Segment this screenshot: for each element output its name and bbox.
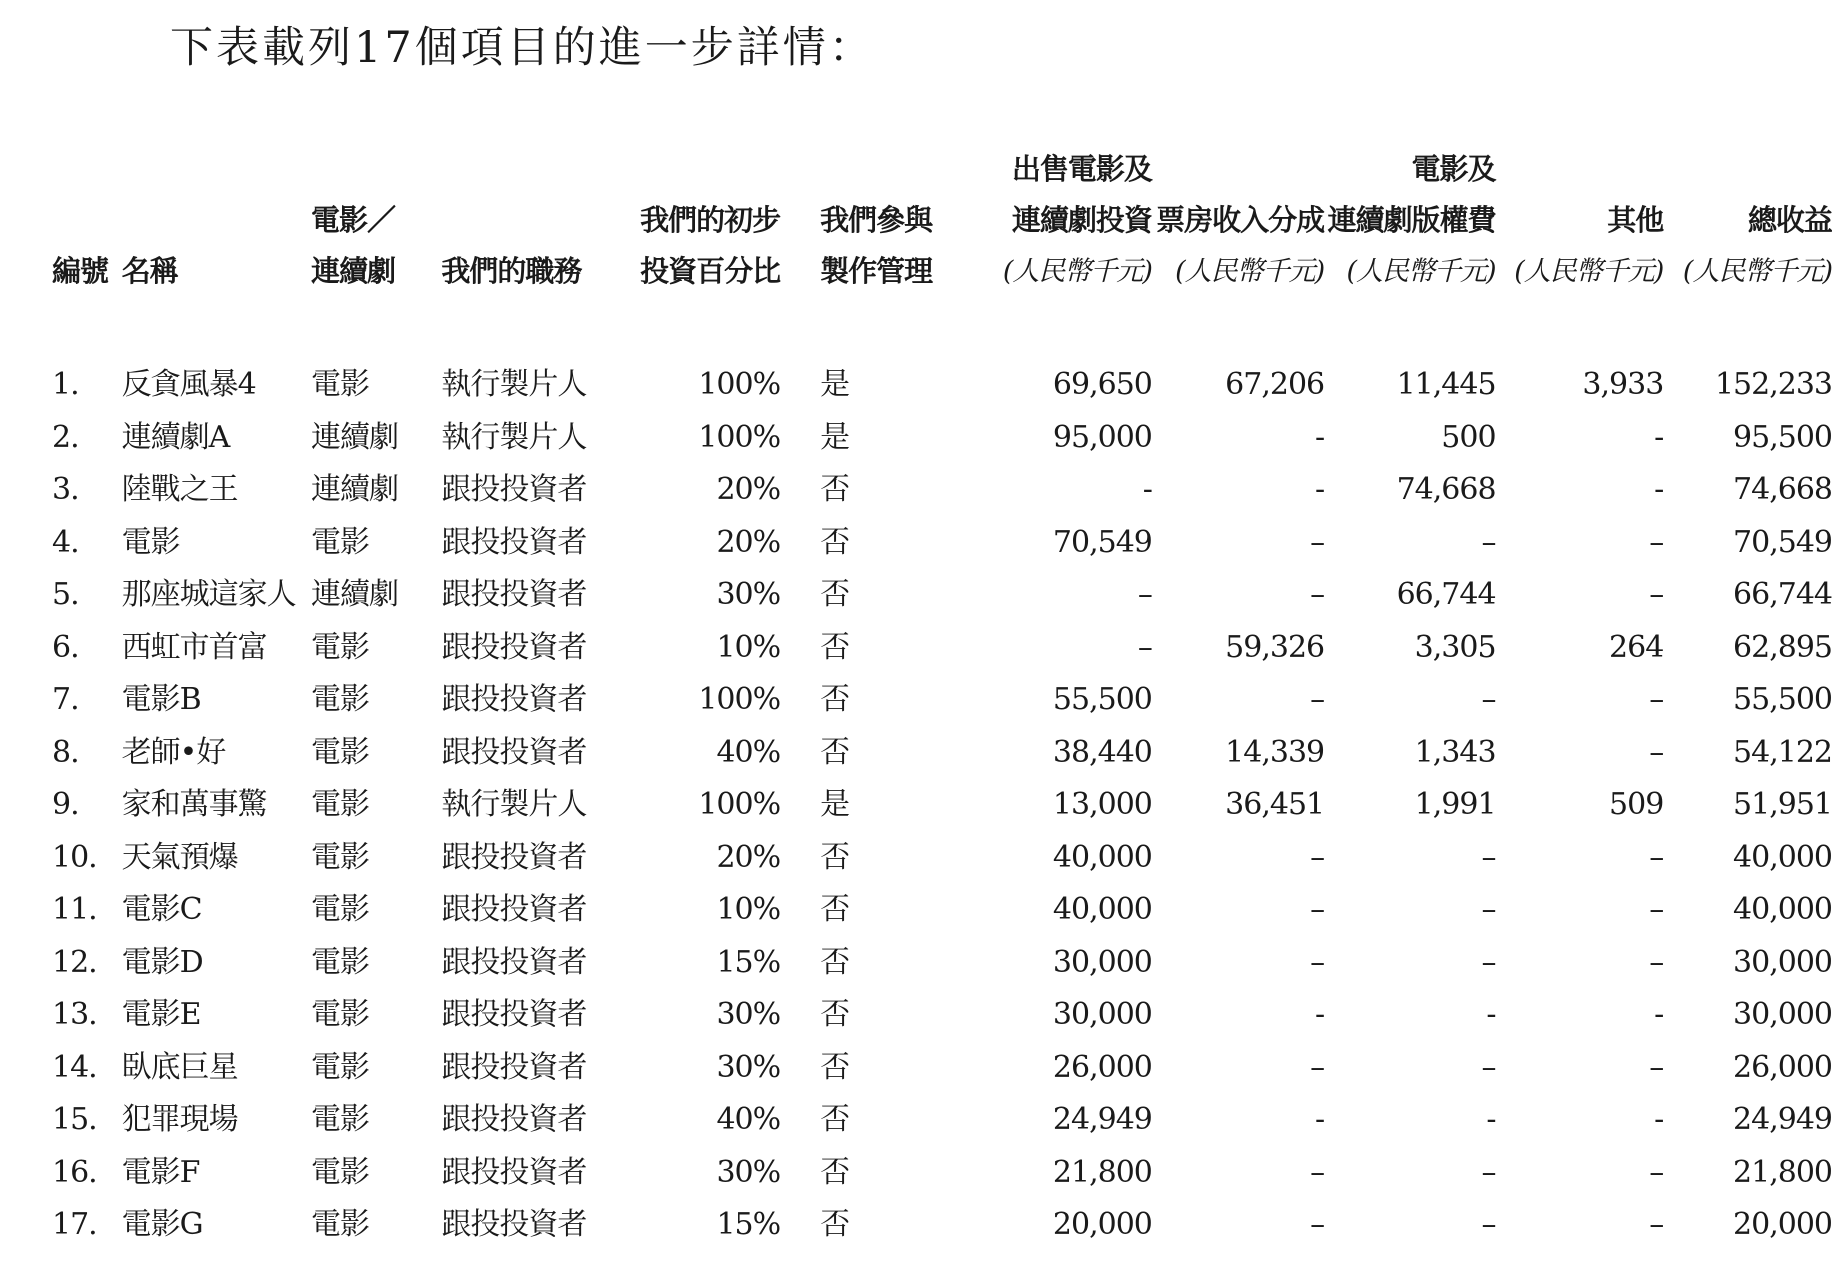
- cell-type: 電影: [310, 944, 369, 980]
- cell-role: 執行製片人: [441, 787, 587, 822]
- table-row: [52, 412, 1832, 465]
- cell-mgmt: 否: [820, 1049, 850, 1085]
- cell-sale: 69,650: [1052, 367, 1152, 402]
- cell-sale: -: [1142, 472, 1152, 507]
- header-other: 其他 (人民幣千元): [1496, 144, 1664, 297]
- cell-type: 電影: [310, 734, 369, 770]
- table-row: [52, 937, 1832, 990]
- cell-no: 8.: [52, 734, 79, 770]
- cell-role: 跟投投資者: [441, 1207, 587, 1242]
- cell-no: 10.: [52, 839, 97, 875]
- cell-box-office: -: [1315, 472, 1325, 507]
- header-pct: 我們的初步 投資百分比: [640, 203, 781, 288]
- cell-box-office: –: [1310, 892, 1325, 927]
- cell-name: 臥底巨星: [121, 1049, 238, 1085]
- cell-other: –: [1649, 577, 1664, 612]
- cell-box-office: -: [1315, 997, 1325, 1032]
- table-row: [52, 832, 1832, 885]
- cell-type: 電影: [310, 629, 369, 665]
- table-header: [52, 144, 1832, 359]
- cell-other: -: [1654, 419, 1664, 455]
- cell-no: 13.: [52, 997, 97, 1032]
- cell-rights: –: [1481, 682, 1496, 717]
- cell-mgmt: 否: [820, 577, 850, 612]
- cell-other: –: [1649, 1154, 1664, 1190]
- cell-total: 40,000: [1733, 839, 1832, 875]
- cell-box-office: –: [1310, 1049, 1325, 1085]
- cell-other: –: [1649, 944, 1664, 980]
- cell-rights: 1,991: [1414, 787, 1496, 822]
- cell-other: -: [1654, 1102, 1664, 1137]
- cell-box-office: –: [1310, 524, 1325, 560]
- cell-no: 6.: [52, 629, 79, 665]
- cell-other: –: [1649, 524, 1664, 560]
- cell-other: –: [1649, 1207, 1664, 1242]
- cell-box-office: -: [1315, 419, 1325, 455]
- cell-role: 跟投投資者: [441, 682, 587, 717]
- cell-box-office: –: [1310, 944, 1325, 980]
- cell-no: 14.: [52, 1049, 97, 1085]
- cell-sale: 24,949: [1052, 1102, 1152, 1137]
- table-row: [52, 674, 1832, 727]
- cell-role: 跟投投資者: [441, 944, 587, 980]
- cell-box-office: 14,339: [1225, 734, 1325, 770]
- cell-name: 家和萬事驚: [121, 787, 267, 822]
- cell-mgmt: 否: [820, 839, 850, 875]
- cell-total: 152,233: [1714, 367, 1832, 402]
- cell-name: 電影G: [121, 1207, 203, 1242]
- cell-sale: 40,000: [1052, 839, 1152, 875]
- cell-role: 跟投投資者: [441, 472, 587, 507]
- cell-role: 跟投投資者: [441, 577, 587, 612]
- cell-rights: –: [1481, 1049, 1496, 1085]
- cell-mgmt: 是: [820, 367, 850, 402]
- cell-box-office: 36,451: [1225, 787, 1325, 822]
- cell-pct: 20%: [716, 524, 781, 560]
- cell-sale: –: [1137, 629, 1152, 665]
- cell-name: 連續劇A: [121, 419, 230, 455]
- cell-sale: 30,000: [1052, 997, 1152, 1032]
- header-box-unit: (人民幣千元): [1175, 256, 1325, 287]
- cell-rights: 1,343: [1414, 734, 1496, 770]
- cell-box-office: 67,206: [1225, 367, 1325, 402]
- cell-name: 西虹市首富: [121, 629, 267, 665]
- cell-box-office: 59,326: [1225, 629, 1325, 665]
- cell-box-office: –: [1310, 682, 1325, 717]
- cell-type: 電影: [310, 892, 369, 927]
- cell-sale: 20,000: [1052, 1207, 1152, 1242]
- cell-pct: 100%: [698, 367, 781, 402]
- cell-pct: 30%: [716, 997, 781, 1032]
- cell-no: 3.: [52, 472, 79, 507]
- cell-rights: –: [1481, 944, 1496, 980]
- table-row: [52, 1199, 1832, 1252]
- cell-no: 15.: [52, 1102, 97, 1137]
- cell-pct: 20%: [716, 839, 781, 875]
- header-other-unit: (人民幣千元): [1514, 256, 1664, 287]
- table-row: [52, 517, 1832, 570]
- header-role: 我們的職務: [441, 254, 582, 288]
- cell-other: –: [1649, 839, 1664, 875]
- cell-total: 55,500: [1733, 682, 1832, 717]
- cell-type: 電影: [310, 682, 369, 717]
- cell-name: 犯罪現場: [121, 1102, 238, 1137]
- table-row: [52, 464, 1832, 517]
- cell-no: 12.: [52, 944, 97, 980]
- cell-name: 老師•好: [121, 734, 226, 770]
- header-box-office: 票房收入分成 (人民幣千元): [1152, 144, 1324, 297]
- cell-type: 電影: [310, 839, 369, 875]
- cell-other: 3,933: [1582, 367, 1664, 402]
- cell-pct: 40%: [716, 734, 781, 770]
- cell-total: 74,668: [1733, 472, 1832, 507]
- cell-no: 7.: [52, 682, 79, 717]
- cell-name: 電影: [121, 524, 180, 560]
- cell-rights: 500: [1441, 419, 1496, 455]
- cell-sale: –: [1137, 577, 1152, 612]
- cell-total: 66,744: [1733, 577, 1832, 612]
- cell-rights: 11,445: [1396, 367, 1496, 402]
- cell-sale: 38,440: [1052, 734, 1152, 770]
- cell-mgmt: 否: [820, 682, 850, 717]
- cell-type: 電影: [310, 367, 369, 402]
- cell-role: 執行製片人: [441, 367, 587, 402]
- cell-mgmt: 否: [820, 997, 850, 1032]
- cell-mgmt: 否: [820, 1207, 850, 1242]
- cell-rights: -: [1486, 997, 1496, 1032]
- cell-type: 連續劇: [310, 419, 398, 455]
- cell-rights: –: [1481, 1207, 1496, 1242]
- cell-box-office: –: [1310, 839, 1325, 875]
- cell-other: –: [1649, 734, 1664, 770]
- cell-total: 30,000: [1733, 997, 1832, 1032]
- cell-mgmt: 否: [820, 892, 850, 927]
- table-row: [52, 727, 1832, 780]
- table-row: [52, 622, 1832, 675]
- header-type: 電影／ 連續劇: [310, 203, 395, 288]
- table-row: [52, 884, 1832, 937]
- cell-name: 反貪風暴4: [121, 367, 256, 402]
- table-row: [52, 1147, 1832, 1200]
- cell-total: 24,949: [1733, 1102, 1832, 1137]
- cell-name: 陸戰之王: [121, 472, 238, 507]
- cell-box-office: –: [1310, 1207, 1325, 1242]
- cell-other: –: [1649, 892, 1664, 927]
- cell-type: 電影: [310, 1102, 369, 1137]
- projects-table: [52, 144, 1832, 1252]
- table-row: [52, 359, 1832, 412]
- cell-sale: 13,000: [1052, 787, 1152, 822]
- cell-rights: -: [1486, 1102, 1496, 1137]
- cell-name: 電影E: [121, 997, 201, 1032]
- cell-type: 電影: [310, 1154, 369, 1190]
- cell-mgmt: 否: [820, 472, 850, 507]
- cell-total: 70,549: [1733, 524, 1832, 560]
- table-row: [52, 569, 1832, 622]
- table-body: [52, 359, 1832, 1252]
- header-sale-unit: (人民幣千元): [1002, 256, 1152, 287]
- cell-box-office: -: [1315, 1102, 1325, 1137]
- cell-pct: 30%: [716, 1154, 781, 1190]
- cell-total: 20,000: [1733, 1207, 1832, 1242]
- cell-pct: 40%: [716, 1102, 781, 1137]
- cell-role: 跟投投資者: [441, 1154, 587, 1190]
- header-rights: 電影及 連續劇版權費 (人民幣千元): [1324, 144, 1495, 297]
- cell-name: 電影D: [121, 944, 203, 980]
- cell-name: 電影B: [121, 682, 201, 717]
- header-name: 名稱: [121, 254, 178, 288]
- cell-no: 17.: [52, 1207, 97, 1242]
- cell-no: 4.: [52, 524, 79, 560]
- cell-type: 連續劇: [310, 472, 398, 507]
- header-total: 總收益 (人民幣千元): [1663, 144, 1832, 297]
- table-row: [52, 989, 1832, 1042]
- cell-total: 30,000: [1733, 944, 1832, 980]
- cell-sale: 95,000: [1052, 419, 1152, 455]
- cell-role: 跟投投資者: [441, 524, 587, 560]
- header-rights-unit: (人民幣千元): [1346, 256, 1496, 287]
- header-total-unit: (人民幣千元): [1682, 256, 1832, 287]
- cell-mgmt: 否: [820, 734, 850, 770]
- cell-other: –: [1649, 682, 1664, 717]
- cell-name: 電影C: [121, 892, 202, 927]
- cell-total: 40,000: [1733, 892, 1832, 927]
- cell-mgmt: 否: [820, 524, 850, 560]
- cell-pct: 15%: [716, 1207, 781, 1242]
- cell-other: -: [1654, 472, 1664, 507]
- cell-mgmt: 否: [820, 1102, 850, 1137]
- header-sale: 出售電影及 連續劇投資 (人民幣千元): [932, 144, 1152, 297]
- cell-role: 跟投投資者: [441, 892, 587, 927]
- cell-pct: 30%: [716, 577, 781, 612]
- cell-name: 電影F: [121, 1154, 200, 1190]
- cell-rights: 66,744: [1396, 577, 1496, 612]
- cell-type: 電影: [310, 1207, 369, 1242]
- cell-pct: 20%: [716, 472, 781, 507]
- header-no: 編號: [52, 254, 109, 288]
- cell-role: 跟投投資者: [441, 734, 587, 770]
- cell-sale: 40,000: [1052, 892, 1152, 927]
- cell-total: 26,000: [1733, 1049, 1832, 1085]
- cell-sale: 30,000: [1052, 944, 1152, 980]
- cell-no: 1.: [52, 367, 79, 402]
- cell-sale: 70,549: [1052, 524, 1152, 560]
- cell-rights: –: [1481, 892, 1496, 927]
- cell-sale: 26,000: [1052, 1049, 1152, 1085]
- cell-total: 51,951: [1733, 787, 1832, 822]
- cell-role: 執行製片人: [441, 419, 587, 455]
- cell-pct: 10%: [716, 892, 781, 927]
- cell-no: 5.: [52, 577, 79, 612]
- cell-mgmt: 是: [820, 787, 850, 822]
- table-row: [52, 1042, 1832, 1095]
- cell-role: 跟投投資者: [441, 839, 587, 875]
- cell-pct: 100%: [698, 682, 781, 717]
- cell-total: 21,800: [1733, 1154, 1832, 1190]
- table-row: [52, 779, 1832, 832]
- cell-pct: 100%: [698, 787, 781, 822]
- cell-no: 16.: [52, 1154, 97, 1190]
- cell-pct: 30%: [716, 1049, 781, 1085]
- cell-other: -: [1654, 997, 1664, 1032]
- cell-role: 跟投投資者: [441, 997, 587, 1032]
- cell-mgmt: 是: [820, 419, 850, 455]
- cell-mgmt: 否: [820, 944, 850, 980]
- cell-type: 電影: [310, 997, 369, 1032]
- cell-type: 電影: [310, 1049, 369, 1085]
- cell-mgmt: 否: [820, 1154, 850, 1190]
- cell-rights: –: [1481, 1154, 1496, 1190]
- cell-rights: 74,668: [1396, 472, 1496, 507]
- cell-box-office: –: [1310, 1154, 1325, 1190]
- cell-sale: 21,800: [1052, 1154, 1152, 1190]
- cell-mgmt: 否: [820, 629, 850, 665]
- cell-role: 跟投投資者: [441, 1049, 587, 1085]
- cell-other: 264: [1609, 629, 1664, 665]
- cell-name: 那座城這家人: [121, 577, 296, 612]
- intro-text: 下表載列17個項目的進一步詳情：: [170, 23, 875, 73]
- cell-other: 509: [1609, 787, 1664, 822]
- cell-rights: –: [1481, 839, 1496, 875]
- cell-total: 54,122: [1733, 734, 1832, 770]
- cell-type: 電影: [310, 787, 369, 822]
- cell-type: 連續劇: [310, 577, 398, 612]
- cell-no: 11.: [52, 892, 97, 927]
- cell-type: 電影: [310, 524, 369, 560]
- cell-rights: 3,305: [1414, 629, 1496, 665]
- cell-pct: 10%: [716, 629, 781, 665]
- cell-total: 95,500: [1733, 419, 1832, 455]
- table-row: [52, 1094, 1832, 1147]
- cell-rights: –: [1481, 524, 1496, 560]
- cell-box-office: –: [1310, 577, 1325, 612]
- cell-role: 跟投投資者: [441, 629, 587, 665]
- cell-pct: 100%: [698, 419, 781, 455]
- cell-no: 9.: [52, 787, 79, 822]
- cell-no: 2.: [52, 419, 79, 455]
- cell-total: 62,895: [1733, 629, 1832, 665]
- cell-pct: 15%: [716, 944, 781, 980]
- cell-sale: 55,500: [1052, 682, 1152, 717]
- header-mgmt: 我們參與 製作管理: [820, 203, 933, 288]
- cell-other: –: [1649, 1049, 1664, 1085]
- cell-role: 跟投投資者: [441, 1102, 587, 1137]
- cell-name: 天氣預爆: [121, 839, 238, 875]
